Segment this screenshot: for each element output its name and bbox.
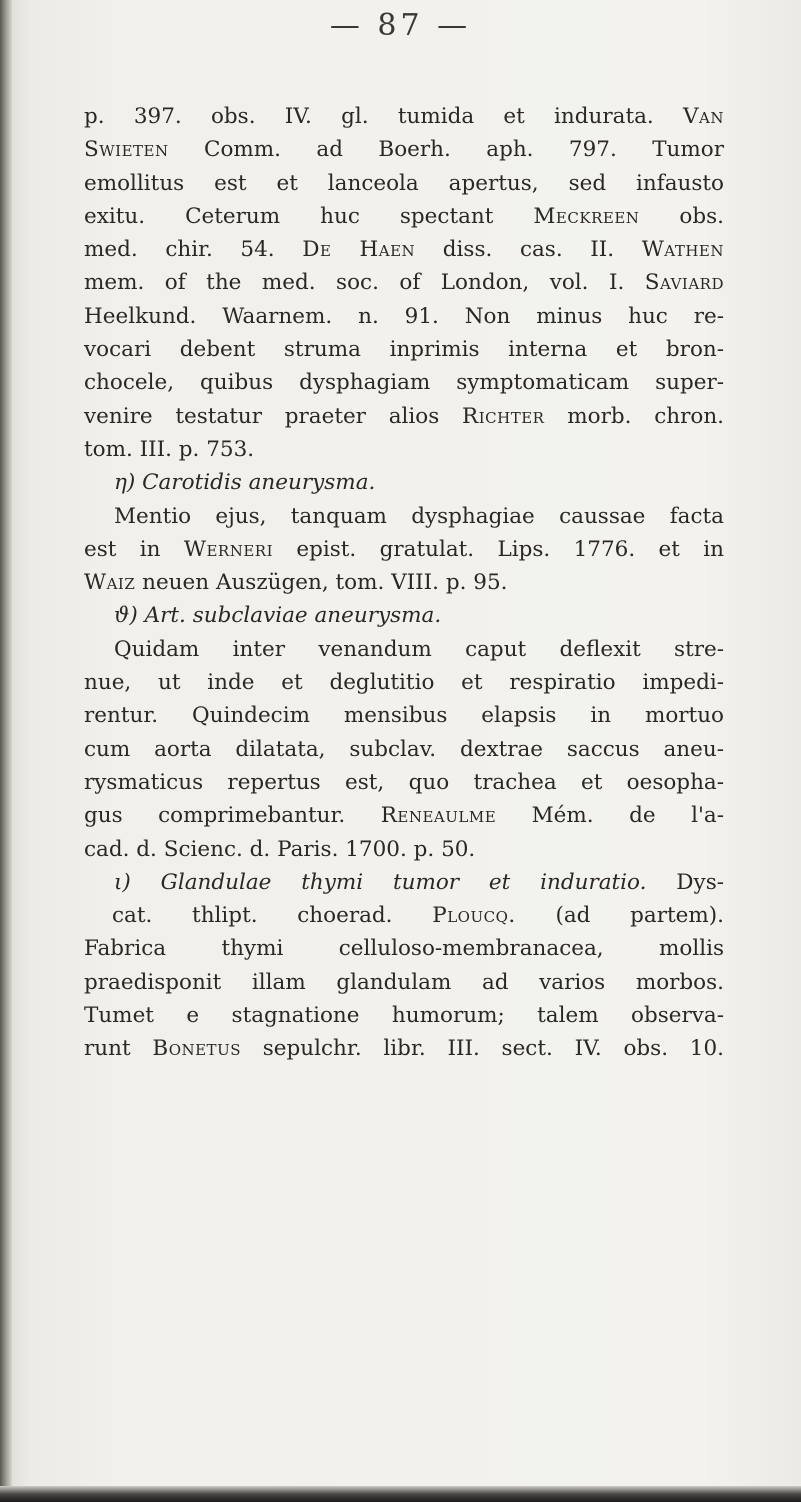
text-run: Heelkund. Waarnem. n. 91. Non minus huc re-	[84, 303, 724, 329]
text-line	[84, 400, 724, 433]
binding-gutter-shadow	[0, 0, 12, 1502]
text-run: diss. cas. II.	[415, 237, 642, 263]
text-run: mem. of the med. soc. of London, vol. I.	[84, 270, 645, 296]
text-run: runt	[84, 1036, 153, 1062]
page-number-header: — 87 —	[329, 8, 472, 43]
text-line	[84, 100, 724, 133]
author-name: Wathen	[641, 237, 724, 263]
text-run: gus comprimebantur.	[84, 803, 381, 829]
text-run: exitu. Ceterum huc spectant	[84, 203, 534, 229]
text-line	[84, 466, 724, 499]
text-line	[84, 266, 724, 299]
section-heading: ι) Glandulae thymi tumor et induratio.	[114, 869, 647, 895]
page-body-text	[84, 100, 724, 1066]
author-name: Bonetus	[152, 1036, 241, 1062]
text-run: rysmaticus repertus est, quo trachea et oesopha-	[84, 769, 724, 795]
text-run: Dys-	[646, 869, 724, 895]
author-name: Richter	[462, 403, 545, 429]
text-line	[84, 200, 724, 233]
author-name: Reneaulme	[380, 803, 497, 829]
author-name: Swieten	[84, 137, 169, 163]
text-run: venire testatur praeter alios	[84, 403, 463, 429]
text-line	[84, 599, 724, 632]
text-run: obs.	[639, 203, 724, 229]
text-line	[84, 566, 724, 599]
text-run: praedisponit illam glandulam ad varios morbos.	[84, 969, 724, 995]
text-line	[84, 133, 724, 166]
text-line	[84, 533, 724, 566]
text-line	[84, 500, 724, 533]
text-run: cat. thlipt. choerad.	[112, 903, 433, 929]
section-heading: ϑ) Art. subclaviae aneurysma.	[114, 603, 442, 629]
text-line	[84, 433, 724, 466]
author-name: Van	[683, 104, 724, 129]
author-name: Meckreen	[533, 203, 640, 229]
author-name: Saviard	[644, 270, 724, 296]
text-line	[84, 833, 724, 866]
text-line	[84, 799, 724, 832]
text-run: Quidam inter venandum caput deflexit stre-	[114, 636, 724, 662]
section-heading: η) Carotidis aneurysma.	[114, 470, 376, 496]
text-run: nue, ut inde et deglutitio et respiratio impedi-	[84, 670, 724, 696]
author-name: Waiz	[84, 570, 136, 596]
text-run: tom. III. p. 753.	[84, 436, 255, 462]
text-run: rentur. Quindecim mensibus elapsis in mortuo	[84, 703, 724, 729]
text-run: est in	[84, 536, 184, 562]
text-line	[84, 733, 724, 766]
text-line	[84, 699, 724, 732]
text-line	[84, 999, 724, 1032]
text-line	[84, 233, 724, 266]
text-line	[84, 167, 724, 200]
text-run: med. chir. 54.	[84, 237, 303, 263]
text-run: cad. d. Scienc. d. Paris. 1700. p. 50.	[84, 836, 476, 862]
author-name: De Haen	[302, 237, 416, 263]
text-run: (ad partem).	[515, 903, 724, 929]
text-run: emollitus est et lanceola apertus, sed infausto	[84, 170, 724, 196]
text-line	[84, 1032, 724, 1065]
text-run: sepulchr. libr. III. sect. IV. obs. 10.	[241, 1036, 724, 1062]
text-run: Fabrica thymi celluloso-membranacea, mollis	[84, 936, 724, 962]
text-line	[84, 966, 724, 999]
text-line	[84, 633, 724, 666]
author-name: Werneri	[183, 536, 273, 562]
text-line	[84, 766, 724, 799]
text-run: Mentio ejus, tanquam dysphagiae caussae facta	[114, 503, 724, 529]
text-run: Tumet e stagnatione humorum; talem observa-	[84, 1003, 724, 1029]
text-line	[84, 666, 724, 699]
text-run: Comm. ad Boerh. aph. 797. Tumor	[168, 137, 724, 163]
text-run: Mém. de l'a-	[496, 803, 724, 829]
text-run: p. 397. obs. IV. gl. tumida et indurata.	[84, 104, 684, 129]
text-line	[84, 300, 724, 333]
text-line	[84, 899, 724, 932]
page-bottom-edge	[0, 1486, 801, 1502]
text-run: vocari debent struma inprimis interna et bron-	[84, 337, 724, 363]
text-line	[84, 366, 724, 399]
text-run: cum aorta dilatata, subclav. dextrae saccus aneu-	[84, 736, 724, 762]
text-run: chocele, quibus dysphagiam symptomaticam super-	[84, 370, 724, 396]
author-name: Ploucq.	[432, 903, 516, 929]
text-run: morb. chron.	[544, 403, 724, 429]
text-line	[84, 333, 724, 366]
text-run: epist. gratulat. Lips. 1776. et in	[273, 536, 724, 562]
text-line	[84, 866, 724, 899]
text-run: neuen Auszügen, tom. VIII. p. 95.	[135, 570, 508, 596]
text-line	[84, 932, 724, 965]
